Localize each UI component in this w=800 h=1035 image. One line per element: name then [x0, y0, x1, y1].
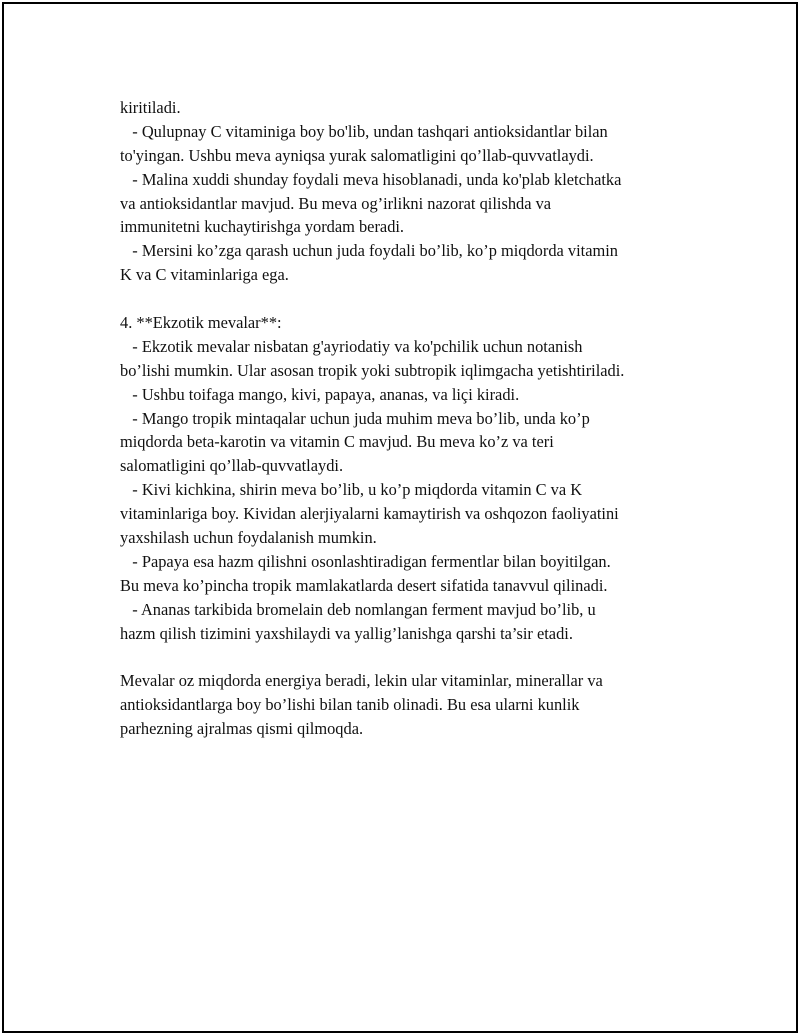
text-line: - Mango tropik mintaqalar uchun juda muhim meva bo’lib, unda ko’p: [120, 408, 590, 428]
text-line: antioksidantlarga boy bo’lishi bilan tanib olinadi. Bu esa ularni kunlik: [120, 695, 580, 715]
text-line: - Ananas tarkibida bromelain deb nomlangan ferment mavjud bo’lib, u: [120, 599, 596, 619]
text-line: - Ekzotik mevalar nisbatan g'ayriodatiy va ko'pchilik uchun notanish: [120, 336, 583, 356]
text-line: to'yingan. Ushbu meva ayniqsa yurak salomatligini qo’llab-quvvatlaydi.: [120, 145, 594, 165]
text-line: immunitetni kuchaytirishga yordam beradi.: [120, 217, 405, 237]
text-line: - Papaya esa hazm qilishni osonlashtiradigan fermentlar bilan boyitilgan.: [120, 551, 611, 571]
paragraph-spacer: [120, 645, 700, 669]
text-line: hazm qilish tizimini yaxshilaydi va yallig’lanishga qarshi ta’sir etadi.: [120, 623, 573, 643]
text-line: vitaminlariga boy. Kividan alerjiyalarni kamaytirish va oshqozon faoliyatini: [120, 504, 619, 524]
text-line: - Malina xuddi shunday foydali meva hisoblanadi, unda ko'plab kletchatka: [120, 169, 622, 189]
text-line: yaxshilash uchun foydalanish mumkin.: [120, 528, 377, 548]
text-line: bo’lishi mumkin. Ular asosan tropik yoki subtropik iqlimgacha yetishtiriladi.: [120, 360, 625, 380]
text-line: - Mersini ko’zga qarash uchun juda foydali bo’lib, ko’p miqdorda vitamin: [120, 241, 618, 261]
section-heading: 4. **Ekzotik mevalar**:: [120, 313, 282, 333]
text-line: salomatligini qo’llab-quvvatlaydi.: [120, 456, 344, 476]
document-body: [120, 96, 700, 741]
text-line: parhezning ajralmas qismi qilmoqda.: [120, 719, 364, 739]
text-line: K va C vitaminlariga ega.: [120, 265, 289, 285]
text-line: - Qulupnay C vitaminiga boy bo'lib, undan tashqari antioksidantlar bilan: [120, 121, 608, 141]
text-line: kiritiladi.: [120, 98, 181, 117]
text-line: Mevalar oz miqdorda energiya beradi, lekin ular vitaminlar, minerallar va: [120, 671, 603, 691]
text-line: miqdorda beta-karotin va vitamin C mavjud. Bu meva ko’z va teri: [120, 432, 554, 452]
text-line: va antioksidantlar mavjud. Bu meva og’irlikni nazorat qilishda va: [120, 193, 552, 213]
paragraph-spacer: [120, 287, 700, 311]
text-line: - Kivi kichkina, shirin meva bo’lib, u ko’p miqdorda vitamin C va K: [120, 480, 583, 500]
document-page: [2, 2, 798, 1033]
text-line: - Ushbu toifaga mango, kivi, papaya, ananas, va liçi kiradi.: [120, 384, 520, 404]
text-line: Bu meva ko’pincha tropik mamlakatlarda desert sifatida tanavvul qilinadi.: [120, 575, 608, 595]
